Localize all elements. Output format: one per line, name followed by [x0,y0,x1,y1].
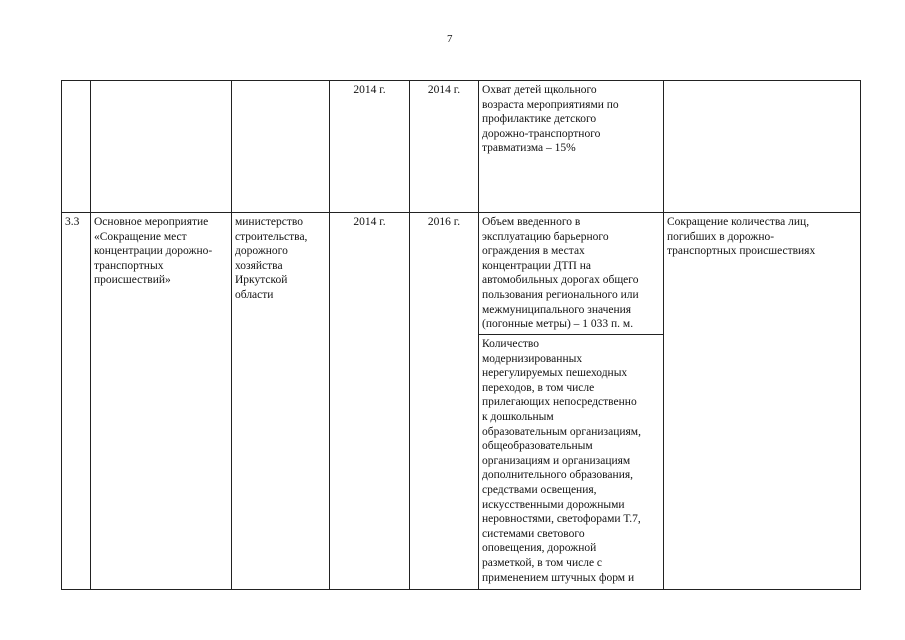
program-table [61,80,861,590]
row-number-cell: 3.3 [62,213,91,590]
indicator-cell: Объем введенного в эксплуатацию барьерного ограждения в местах концентрации ДТП на автомобильных дорогах общего пользования регионального или межмуниципального значения (погонные метры) – 1 033 п. м. [479,213,664,335]
table-row [62,81,861,213]
start-year-cell: 2014 г. [330,81,410,213]
row-number-cell [62,81,91,213]
page-number: 7 [447,33,453,45]
executor-cell [232,81,330,213]
executor-cell: министерство строительства, дорожного хозяйства Иркутской области [232,213,330,590]
start-year-cell: 2014 г. [330,213,410,590]
event-cell: Основное мероприятие «Сокращение мест концентрации дорожно- транспортных происшествий» [91,213,232,590]
end-year-cell: 2016 г. [410,213,479,590]
table-row [62,213,861,335]
result-cell: Сокращение количества лиц, погибших в дорожно- транспортных происшествиях [664,213,861,590]
indicator-cell: Охват детей щкольного возраста мероприятиями по профилактике детского дорожно-транспортного травматизма – 15% [479,81,664,213]
end-year-cell: 2014 г. [410,81,479,213]
result-cell [664,81,861,213]
event-cell [91,81,232,213]
indicator-cell: Количество модернизированных нерегулируемых пешеходных переходов, в том числе прилегающих непосредственно к дошкольным образовательным организациям, общеобразовательным организациям и организациям дополнительного образования, средствами освещения, искусственными дорожными неровностями, светофорами Т.7, системами светового оповещения, дорожной разметкой, в том числе с применением штучных форм и [479,335,664,590]
